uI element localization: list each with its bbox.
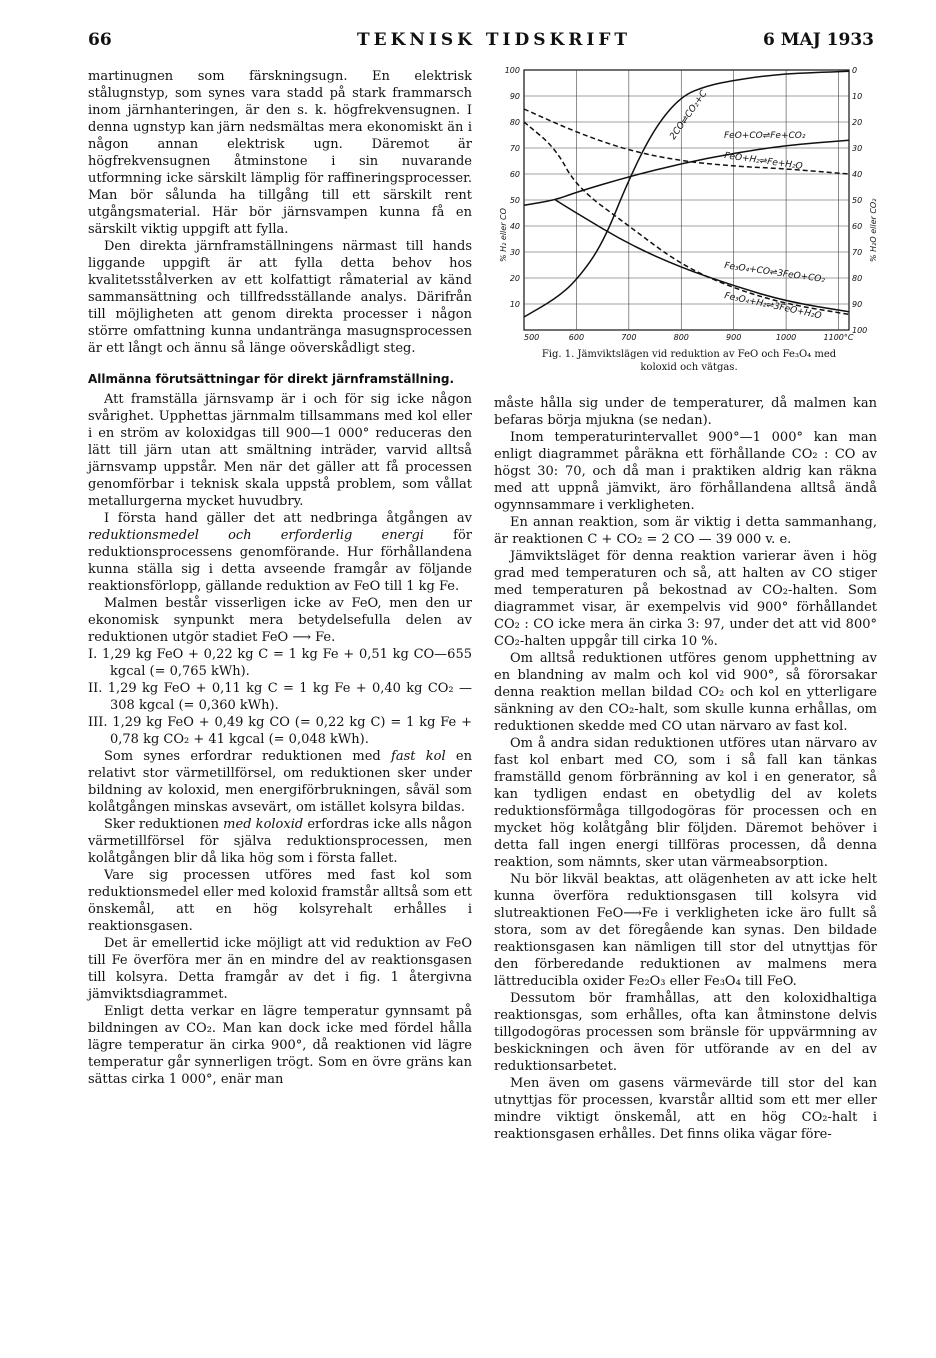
- paragraph: Nu bör likväl beaktas, att olägenheten av att icke helt kunna överföra reduktionsgasen till kolsyra vid slutreaktionen FeO⟶Fe i verkligheten icke äro fullt så stora, som av det föregående kan synas. Den bildade reaktionsgasen kan nämligen till stor del utnyttjas för den förberedande reduktionen av malmens mera lättreducibla oxider Fe₂O₃ eller Fe₃O₄ till FeO.: [494, 872, 877, 989]
- y-tick-label: 40: [509, 222, 520, 231]
- y-tick-label: 20: [509, 274, 520, 283]
- y-right-tick-label: 40: [852, 170, 863, 179]
- section-heading: Allmänna förutsättningar för direkt järnframställning.: [88, 372, 455, 386]
- chart-svg: [494, 62, 884, 348]
- x-tick-label: 600: [568, 333, 585, 342]
- paragraph: Malmen består visserligen icke av FeO, men den ur ekonomisk synpunkt mera betydelsefulla delen av reduktionen utgör stadiet FeO ⟶ Fe.: [88, 596, 472, 645]
- issue-date: 6 MAJ 1933: [762, 30, 874, 50]
- paragraph: Sker reduktionen med koloxid erfordras icke alls någon värmetillförsel för själva reduktionsprocessen, men kolåtgången blir då lika hög som i första fallet.: [88, 817, 472, 866]
- y-tick-label: 30: [509, 248, 520, 257]
- reaction-equation-1: I. 1,29 kg FeO + 0,22 kg C = 1 kg Fe + 0,51 kg CO—655 kgcal (= 0,765 kWh).: [88, 647, 472, 679]
- paragraph: En annan reaktion, som är viktig i detta sammanhang, är reaktionen C + CO₂ = 2 CO — 39 000 v. e.: [494, 515, 877, 547]
- curve-label-fe3o4-h2: Fe₃O₄+H₂⇌3FeO+H₂O: [723, 291, 823, 322]
- paragraph: Det är emellertid icke möjligt att vid reduktion av FeO till Fe överföra mer än en mindre del av reaktionsgasen till kolsyra. Detta framgår av det i fig. 1 återgivna jämviktsdiagrammet.: [88, 936, 472, 1002]
- y-tick-label: 70: [509, 144, 520, 153]
- y-tick-label: 10: [509, 300, 520, 309]
- x-tick-label: 1100°C: [823, 333, 854, 342]
- reaction-equation-2: II. 1,29 kg FeO + 0,11 kg C = 1 kg Fe + 0,40 kg CO₂ — 308 kgcal (= 0,360 kWh).: [88, 681, 472, 713]
- paragraph: Om alltså reduktionen utföres genom upphettning av en blandning av malm och kol vid 900°, så förorsakar denna reaktion mellan bildad CO₂ och kol en ytterligare sänkning av den CO₂-halt, som skulle kunna erhållas, om reduktionen skedde med CO utan närvaro av fast kol.: [494, 651, 877, 734]
- paragraph: martinugnen som färskningsugn. En elektrisk stålugnstyp, som synes vara stadd på stark frammarsch inom järnhanteringen, är den s. k. högfrekvensugnen. I denna ugnstyp kan järn nedsmältas mera ekonomiskt än i någon annan elektrisk ugn. Däremot är högfrekvensugnen åtminstone i sin nuvarande utformning icke särskilt lämplig för raffineringsprocesser. Man bör sålunda ha tillgång till ett särskilt rent utgångsmaterial. Här bör järnsvampen kunna få en särskilt viktig uppgift att fylla.: [88, 69, 472, 237]
- paragraph: Enligt detta verkar en lägre temperatur gynnsamt på bildningen av CO₂. Man kan dock icke med fördel hålla lägre temperatur än cirka 900°, då reaktionen vid lägre temperatur går synnerligen trögt. Som en övre gräns kan sättas cirka 1 000°, enär man: [88, 1004, 472, 1087]
- x-tick-label: 800: [673, 333, 689, 342]
- paragraph: Om å andra sidan reduktionen utföres utan närvaro av fast kol enbart med CO, som i så fall kan tänkas framställd genom förbränning av kol i en generator, så kan tydligen endast en obetydlig del av kolets reduktionsförmåga tillgodogöras för processen och en mycket hög kolåtgång blir följden. Däremot behöver i detta fall ingen energi tillföras processen, då denna reaktion, som nämnts, sker utan värmeabsorption.: [494, 736, 877, 870]
- right-axis-label: % H₂O eller CO₂: [869, 198, 878, 262]
- series-line: [524, 122, 849, 314]
- x-tick-label: 500: [524, 333, 540, 342]
- equilibrium-diagram: [494, 62, 884, 382]
- y-right-tick-label: 30: [852, 144, 863, 153]
- paragraph: Inom temperaturintervallet 900°—1 000° kan man enligt diagrammet påräkna ett förhållande CO₂ : CO av högst 30: 70, och då man i praktiken aldrig kan räkna med att uppnå jämvikt, äro förhållandena alltså ändå ogynnsammare i verkligheten.: [494, 430, 877, 513]
- y-right-tick-label: 80: [852, 274, 863, 283]
- right-column: [494, 395, 877, 1143]
- paragraph: Den direkta järnframställningens närmast till hands liggande uppgift är att fylla detta behov hos kvalitetsstålverken av ett kolfattigt råmaterial av känd sammansättning och tillfredsställande analys. Därifrån till möjligheten att genom direkta processer i någon större omfattning kunna undanträngа masugnsprocessen är ett långt och ännu så länge oöverskådligt steg.: [88, 239, 472, 356]
- y-right-tick-label: 50: [852, 196, 863, 205]
- paragraph: Som synes erfordrar reduktionen med fast kol en relativt stor värmetillförsel, om reduktionen sker under bildning av koloxid, men energiförbrukningen, såväl som kolåtgången minskas avsevärt, om istället kolsyra bildas.: [88, 749, 472, 815]
- curve-label-fe3o4-co: Fe₃O₄+CO⇌3FeO+CO₂: [723, 261, 826, 286]
- emphasis: reduktionsmedel och erforderlig energi: [88, 528, 424, 543]
- paragraph: I första hand gäller det att nedbringa åtgången av reduktionsmedel och erforderlig energi för reduktionsprocessens genomförande. Hur förhållandena kunna ställa sig i detta avseende framgår av följande reaktionsförlopp, gällande reduktion av FeO till 1 kg Fe.: [88, 511, 472, 594]
- figure-caption-line-1: Fig. 1. Jämviktslägen vid reduktion av FeO och Fe₃O₄ med: [541, 349, 837, 360]
- y-right-tick-label: 20: [852, 118, 863, 127]
- left-column: [88, 68, 472, 1088]
- figure-caption-line-2: koloxid och vätgas.: [640, 362, 738, 373]
- x-tick-label: 700: [621, 333, 637, 342]
- x-tick-label: 1000: [775, 333, 797, 342]
- y-right-tick-label: 60: [852, 222, 863, 231]
- x-tick-label: 900: [726, 333, 742, 342]
- curve-label-feo-co: FeO+CO⇌Fe+CO₂: [724, 131, 806, 141]
- emphasis: med koloxid: [223, 817, 304, 832]
- paragraph: Men även om gasens värmevärde till stor del kan utnyttjas för processen, kvarstår alltid som ett mer eller mindre viktigt önskemål, att en hög CO₂-halt i reaktionsgasen erhålles. Det finns olika vägar före-: [494, 1076, 877, 1142]
- paragraph: Att framställa järnsvamp är i och för sig icke någon svårighet. Upphettas järnmalm tillsammans med kol eller i en ström av koloxidgas till 900—1 000° reduceras den lätt till järn utan att smältning inträder, varvid alltså järnsvamp uppstår. Men när det gäller att få processen genomförbar i teknisk skala uppstå problem, som vållat metallurgerna mycket huvudbry.: [88, 392, 472, 509]
- paragraph: måste hålla sig under de temperaturer, då malmen kan befaras börja mjukna (se nedan).: [494, 396, 877, 428]
- series-line: [556, 200, 850, 312]
- paragraph: Jämviktsläget för denna reaktion varierar även i hög grad med temperaturen och så, att halten av CO stiger med temperaturen på bekostnad av CO₂-halten. Som diagrammet visar, är exempelvis vid 900° förhållandet CO₂ : CO icke mera än cirka 3: 97, under det att vid 800° CO₂-halten uppgår till cirka 10 %.: [494, 549, 877, 649]
- curve-label-feo-h2: FeO+H₂⇌Fe+H₂O: [723, 151, 804, 172]
- page-number: 66: [88, 30, 112, 50]
- y-tick-label: 50: [509, 196, 520, 205]
- left-axis-label: % H₂ eller CO: [499, 208, 508, 262]
- paragraph: Dessutom bör framhållas, att den koloxidhaltiga reaktionsgas, som erhålles, ofta kan åtminstone delvis tillgodogöras processen som bränsle för uppvärmning av beskickningen och även för utförande av en del av reduktionsarbetet.: [494, 991, 877, 1074]
- y-right-tick-label: 100: [852, 326, 868, 335]
- y-tick-label: 90: [509, 92, 520, 101]
- journal-title: TEKNISK TIDSKRIFT: [357, 30, 632, 50]
- y-right-tick-label: 90: [852, 300, 863, 309]
- y-right-tick-label: 10: [852, 92, 863, 101]
- figure-caption: [494, 348, 884, 374]
- paragraph: Vare sig processen utföres med fast kol som reduktionsmedel eller med koloxid framstår alltså som ett önskemål, att en hög kolsyrehalt erhålles i reaktionsgasen.: [88, 868, 472, 934]
- y-tick-label: 60: [509, 170, 520, 179]
- emphasis: fast kol: [391, 749, 446, 764]
- y-tick-label: 80: [509, 118, 520, 127]
- y-right-tick-label: 70: [852, 248, 863, 257]
- curve-label-boudouard: 2CO⇌CO₂+C: [668, 88, 710, 142]
- y-right-tick-label: 0: [852, 66, 858, 75]
- y-tick-label: 100: [504, 66, 520, 75]
- reaction-equation-3: III. 1,29 kg FeO + 0,49 kg CO (= 0,22 kg C) = 1 kg Fe + 0,78 kg CO₂ + 41 kgcal (= 0,048 kWh).: [88, 715, 472, 747]
- series-line: [524, 140, 849, 205]
